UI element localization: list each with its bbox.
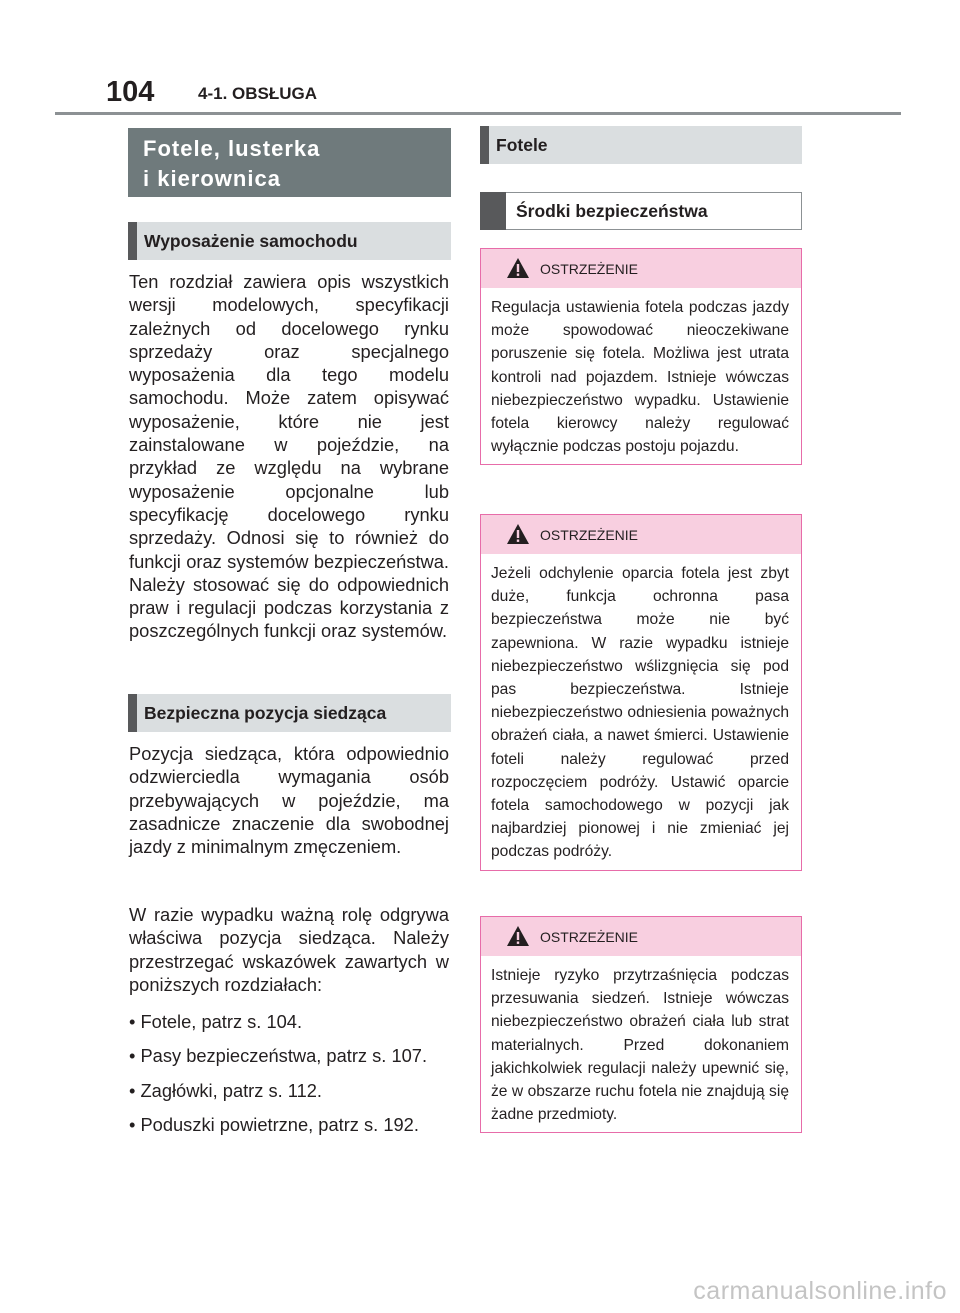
warning-triangle-icon [506, 257, 530, 279]
warning-header [481, 917, 801, 956]
chapter-title-line-1: Fotele, lusterka [143, 136, 321, 161]
list-item: • Poduszki powietrzne, patrz s. 192. [129, 1113, 419, 1135]
warning-box [480, 916, 802, 1133]
subheader-seats [480, 126, 802, 164]
subheader-equipment-label: Wyposażenie samochodu [144, 231, 358, 251]
warning-title: OSTRZEŻENIE [540, 261, 639, 277]
subheader-position [128, 694, 451, 732]
subheader-bar [128, 694, 137, 732]
subheader-seats-label: Fotele [496, 135, 548, 155]
section-title: 4-1. OBSŁUGA [198, 84, 318, 103]
subheader-equipment [128, 222, 451, 260]
subheader-bar [480, 126, 489, 164]
subheader-safety [480, 192, 802, 230]
header-divider [55, 112, 901, 115]
position-paragraph-2: W razie wypadku ważną rolę odgrywa właściwa pozycja siedząca. Należy przestrzegać wskazówek zawartych w poniższych rozdziałach: [129, 904, 449, 995]
chapter-title-box [128, 128, 451, 197]
subheader-bar [128, 222, 137, 260]
warning-triangle-icon [506, 523, 530, 545]
warning-title: OSTRZEŻENIE [540, 929, 639, 945]
warning-title: OSTRZEŻENIE [540, 527, 639, 543]
subheader-position-label: Bezpieczna pozycja siedząca [144, 703, 387, 723]
warning-text: Regulacja ustawienia fotela podczas jazdy może spowodować nieoczekiwane poruszenie się fotela. Możliwa jest utrata kontroli nad pojazdem. Istnieje wówczas niebezpieczeństwo wypadku. Ustawienie fotela kierowcy należy regulować wyłącznie podczas postoju pojazdu. [491, 299, 789, 456]
equipment-paragraph: Ten rozdział zawiera opis wszystkich wersji modelowych, specyfikacji zależnych od docelowego rynku sprzedaży oraz specjalnego wyposażenia dla tego modelu samochodu. Może zatem opisywać wyposażenie, które nie jest zainstalowane w pojeździe, na przykład ze względu na wybrane wyposażenie opcjonalne lub specyfikację docelowego rynku sprzedaży. Odnosi się to również do funkcji oraz systemów bezpieczeństwa. Należy stosować się do odpowiednich praw i regulacji podczas korzystania z poszczególnych funkcji oraz systemów. [129, 271, 449, 642]
warning-header [481, 515, 801, 554]
list-item: • Pasy bezpieczeństwa, patrz s. 107. [129, 1045, 428, 1067]
warning-header [481, 249, 801, 288]
chapter-title-line-2: i kierownica [143, 166, 281, 191]
warning-text: Jeżeli odchylenie oparcia fotela jest zbyt duże, funkcja ochronna pasa bezpieczeństwa może nie być zapewniona. W razie wypadku istnieje niebezpieczeństwo wślizgnięcia się pod pas bezpieczeństwa. Istnieje niebezpieczeństwo odniesienia poważnych obrażeń ciała, a nawet śmierci. Ustawienie foteli należy regulować przed rozpoczęciem podróży. Ustawić oparcie fotela samochodowego w pozycji jak najbardziej pionowej i nie zmieniać jej podczas podróży. [491, 565, 789, 861]
list-item: • Fotele, patrz s. 104. [129, 1011, 303, 1032]
subheader-safety-label: Środki bezpieczeństwa [516, 201, 708, 221]
warning-box [480, 514, 802, 871]
warning-text: Istnieje ryzyko przytrzaśnięcia podczas przesuwania siedzeń. Istnieje wówczas niebezpieczeństwo obrażeń ciała lub strat materialnych. Przed dokonaniem jakichkolwiek regulacji należy upewnić się, że w obszarze ruchu fotela nie znajdują się żadne przedmioty. [491, 967, 789, 1124]
page-number: 104 [106, 76, 155, 108]
list-item: • Zagłówki, patrz s. 112. [129, 1079, 323, 1101]
position-paragraph-1: Pozycja siedząca, która odpowiednio odzwierciedla wymagania osób przebywających w pojeździe, ma zasadnicze znaczenie dla swobodnej jazdy z minimalnym zmęczeniem. [129, 743, 449, 858]
subheader-bar [480, 192, 506, 230]
warning-triangle-icon [506, 925, 530, 947]
watermark: carmanualsonline.info [693, 1277, 947, 1305]
warning-box [480, 248, 802, 465]
reference-list [129, 1010, 459, 1147]
